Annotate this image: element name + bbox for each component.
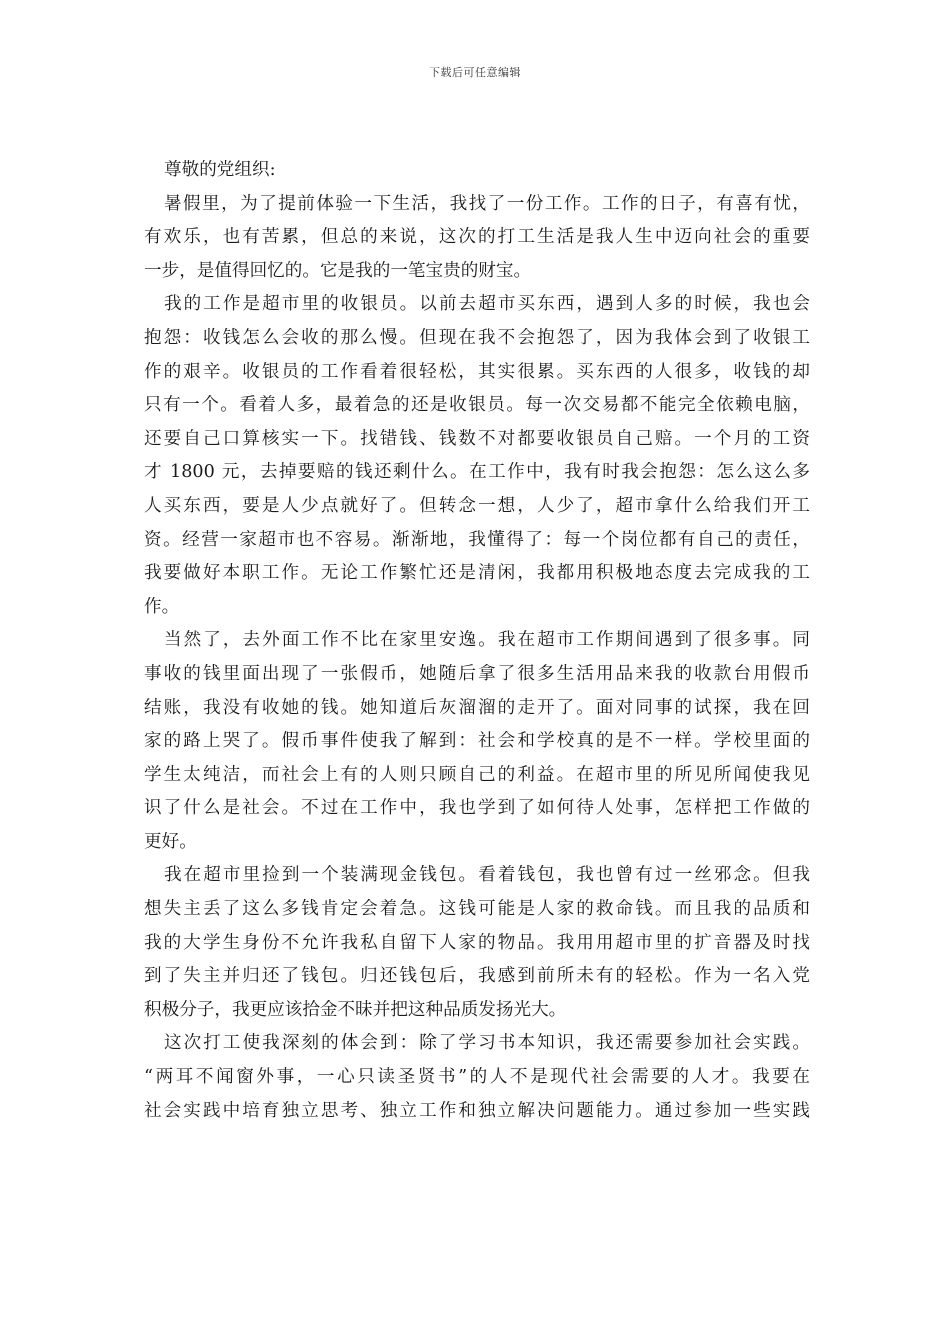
- text-line: 人买东西，要是人少点就好了。但转念一想，人少了，超市拿什么给我们开工: [144, 495, 810, 516]
- text-line: 暑假里，为了提前体验一下生活，我找了一份工作。工作的日子，有喜有忧，: [164, 193, 810, 214]
- paragraph: [144, 1027, 810, 1128]
- text-line: 到了失主并归还了钱包。归还钱包后，我感到前所未有的轻松。作为一名入党: [144, 966, 810, 987]
- paragraph: [144, 288, 810, 624]
- paragraph: [144, 624, 810, 859]
- text-line: 这次打工使我深刻的体会到：除了学习书本知识，我还需要参加社会实践。: [164, 1033, 810, 1054]
- text-line: 我的工作是超市里的收银员。以前去超市买东西，遇到人多的时候，我也会: [164, 294, 810, 315]
- text-line: 想失主丢了这么多钱肯定会着急。这钱可能是人家的救命钱。而且我的品质和: [144, 899, 810, 920]
- text-line: 有欢乐，也有苦累，但总的来说，这次的打工生活是我人生中迈向社会的重要: [144, 227, 810, 248]
- text-line: “两耳不闻窗外事，一心只读圣贤书”的人不是现代社会需要的人才。我要在: [144, 1067, 810, 1088]
- text-line: 还要自己口算核实一下。找错钱、钱数不对都要收银员自己赔。一个月的工资: [144, 428, 810, 449]
- text-line: 更好。: [144, 831, 197, 852]
- text-line: 作。: [144, 596, 180, 617]
- paragraphs-container: [144, 188, 810, 1129]
- text-line: 只有一个。看着人多，最着急的还是收银员。每一次交易都不能完全依赖电脑，: [144, 395, 810, 416]
- text-line: 社会实践中培育独立思考、独立工作和独立解决问题能力。通过参加一些实践: [144, 1100, 810, 1121]
- text-line: 抱怨：收钱怎么会收的那么慢。但现在我不会抱怨了，因为我体会到了收银工: [144, 327, 810, 348]
- letter-body: [144, 154, 810, 1128]
- text-line: 一步，是值得回忆的。它是我的一笔宝贵的财宝。: [144, 260, 532, 281]
- text-line: 才 1800 元，去掉要赔的钱还剩什么。在工作中，我有时我会抱怨：怎么这么多: [144, 462, 810, 483]
- text-line: 事收的钱里面出现了一张假币，她随后拿了很多生活用品来我的收款台用假币: [144, 663, 810, 684]
- text-line: 积极分子，我更应该拾金不昧并把这种品质发扬光大。: [144, 999, 567, 1020]
- text-line: 我的大学生身份不允许我私自留下人家的物品。我用用超市里的扩音器及时找: [144, 932, 810, 953]
- text-line: 作的艰辛。收银员的工作看着很轻松，其实很累。买东西的人很多，收钱的却: [144, 361, 810, 382]
- text-line: 学生太纯洁，而社会上有的人则只顾自己的利益。在超市里的所见所闻使我见: [144, 764, 810, 785]
- text-line: 我要做好本职工作。无论工作繁忙还是清闲，我都用积极地态度去完成我的工: [144, 563, 810, 584]
- text-line: 当然了，去外面工作不比在家里安逸。我在超市工作期间遇到了很多事。同: [164, 630, 810, 651]
- text-line: 家的路上哭了。假币事件使我了解到：社会和学校真的是不一样。学校里面的: [144, 731, 810, 752]
- text-line: 我在超市里捡到一个装满现金钱包。看着钱包，我也曾有过一丝邪念。但我: [164, 865, 810, 886]
- text-line: 识了什么是社会。不过在工作中，我也学到了如何待人处事，怎样把工作做的: [144, 798, 810, 819]
- salutation: 尊敬的党组织:: [164, 160, 276, 180]
- paragraph: [144, 859, 810, 1027]
- text-line: 资。经营一家超市也不容易。渐渐地，我懂得了：每一个岗位都有自己的责任，: [144, 529, 810, 550]
- text-line: 结账，我没有收她的钱。她知道后灰溜溜的走开了。面对同事的试探，我在回: [144, 697, 810, 718]
- header-note: 下载后可任意编辑: [429, 66, 521, 79]
- paragraph: [144, 188, 810, 289]
